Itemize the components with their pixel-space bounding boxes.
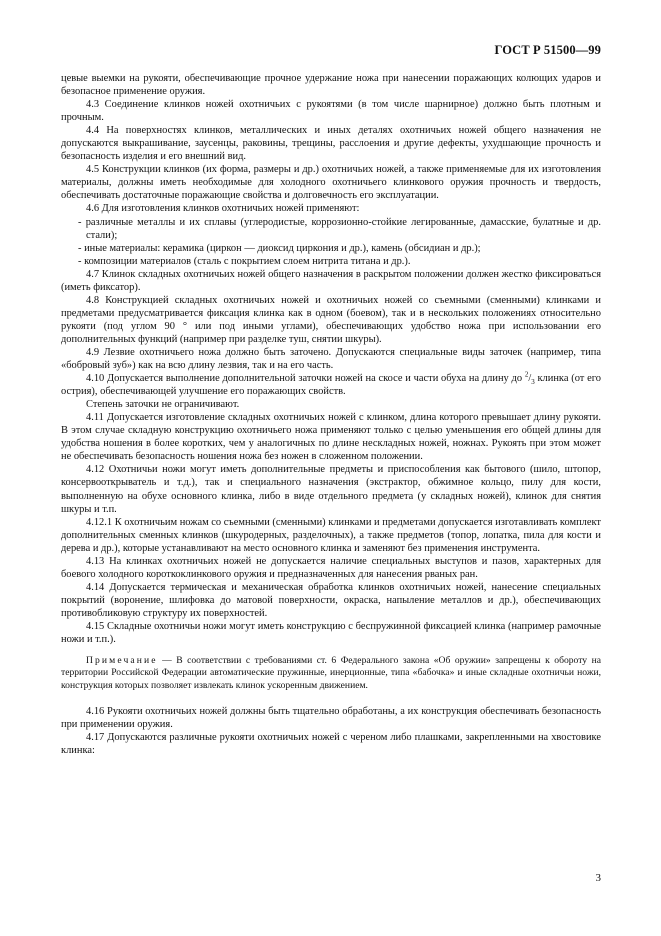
paragraph-4-10: 4.10 Допускается выполнение дополнительной заточки ножей на скосе и части обуха на длину до $^2/_3$ клинка (от его острия), обеспечивающей улучшение его поражающих свойств. bbox=[61, 370, 601, 398]
paragraph-4-10-end: клинка (от его острия), обеспечивающей улучшение его поражающих свойств. bbox=[61, 373, 601, 398]
paragraph-4-15: 4.15 Складные охотничьи ножи могут иметь конструкцию с беспружинной фиксацией клинка (например рамочные ножи и т.п.). bbox=[61, 620, 601, 646]
note-label: Примечание bbox=[86, 655, 158, 667]
paragraph-4-16: 4.16 Рукояти охотничьих ножей должны быть тщательно обработаны, а их конструкция обеспечивать безопасность при применении оружия. bbox=[61, 706, 601, 731]
paragraph-4-5: 4.5 Конструкции клинков (их форма, размеры и др.) охотничьих ножей, а также применяемые для их изготовления материалы, должны иметь необходимые для холодного охотничьего клинкового оружия прочность и твердость, обеспечивать достаточные поражающие свойства и долговечность его эксплуатации. bbox=[61, 164, 601, 202]
paragraph-4-12: 4.12 Охотничьи ножи могут иметь дополнительные предметы и приспособления как бытового (шило, штопор, консервооткрыватель и т.д.), так и специального назначения (экстрактор, обжимное кольцо, пилу для кости, выполненную на обухе основного клинка, либо в виде отдельного предмета (у складных ножей), клинок для снятия шкуры и т.п. bbox=[61, 464, 601, 515]
paragraph-4-8: 4.8 Конструкцией складных охотничьих ножей и охотничьих ножей со съемными (сменными) клинками и предметами предусматривается фиксация клинка как в одном (боевом), так и в нескольких положениях относительно рукояти (под углом 90 ° или под иными углами), обеспечивающих удобство ножа при использовании его дополнительных функций (например при разделке туш, снятии шкуры). bbox=[61, 294, 601, 345]
paragraph-sharpening-degree: Степень заточки не ограничивают. bbox=[86, 399, 240, 411]
paragraph-4-4: 4.4 На поверхностях клинков, металлических и иных деталях охотничьих ножей общего назначения не допускаются выкрашивание, заусенцы, раковины, трещины, расслоения и другие дефекты, ухудшающие прочность и безопасность изделия и его внешний вид. bbox=[61, 125, 601, 163]
fraction-numerator: 2 bbox=[524, 370, 529, 379]
paragraph-4-9: 4.9 Лезвие охотничьего ножа должно быть заточено. Допускаются специальные виды заточек (например, типа «бобровый зуб») как на всю длину лезвия, так и на его часть. bbox=[61, 346, 601, 372]
fraction-denominator: 3 bbox=[531, 378, 535, 387]
paragraph-4-3: 4.3 Соединение клинков ножей охотничьих с рукоятями (в том числе шарнирное) должно быть плотным и прочным. bbox=[61, 99, 601, 124]
list-item: - иные материалы: керамика (циркон — диоксид циркония и др.), камень (обсидиан и др.); bbox=[78, 242, 481, 254]
paragraph-4-6: 4.6 Для изготовления клинков охотничьих ножей применяют: bbox=[86, 203, 360, 215]
list-item: - композиции материалов (сталь с покрытием слоем нитрита титана и др.). bbox=[78, 255, 411, 267]
note bbox=[61, 655, 601, 692]
paragraph-4-10-start: 4.10 Допускается выполнение дополнительной заточки ножей на скосе и части обуха на длину до bbox=[86, 373, 525, 385]
paragraph-4-11: 4.11 Допускается изготовление складных охотничьих ножей с клинком, длина которого превышает длину рукояти. В этом случае складную конструкцию охотничьего ножа применяют только с целью уменьшения его общей длины для удобства ношения в более коротких, чем у аналогичных по длине нескладных ножей, ножнах. Рукоять при этом может не обеспечивать безопасность ношения ножа без ножен в сложенном положении. bbox=[61, 412, 601, 463]
list-item: - различные металлы и их сплавы (углеродистые, коррозионно-стойкие легированные, дамасские, булатные и др. стали); bbox=[78, 216, 601, 241]
standard-header: ГОСТ Р 51500—99 bbox=[494, 43, 601, 57]
paragraph-4-14: 4.14 Допускается термическая и механическая обработка клинков охотничьих ножей, нанесение специальных покрытий (воронение, шлифовка до матовой поверхности, окраска, напыление металлов и др.), обеспечивающих противобликовую структуру их поверхностей. bbox=[61, 581, 601, 619]
paragraph-continuation: цевые выемки на рукояти, обеспечивающие прочное удержание ножа при нанесении поражающих колющих ударов и безопасное применение оружия. bbox=[61, 73, 601, 98]
paragraph-4-17: 4.17 Допускаются различные рукояти охотничьих ножей с череном либо плашками, закрепленными на хвостовике клинка: bbox=[61, 732, 601, 757]
paragraph-4-7: 4.7 Клинок складных охотничьих ножей общего назначения в раскрытом положении должен жестко фиксироваться (иметь фиксатор). bbox=[61, 268, 601, 293]
note-text: — В соответствии с требованиями ст. 6 Федерального закона «Об оружии» запрещены к обороту на территории Российской Федерации автоматические пружинные, инерционные, типа «бабочка» и иные складные охотничьи ножи, конструкция которых позволяет извлекать клинок ускоренным движением. bbox=[61, 655, 601, 691]
paragraph-4-13: 4.13 На клинках охотничьих ножей не допускается наличие специальных выступов и пазов, характерных для боевого холодного короткоклинкового оружия и предназначенных для нанесения рваных ран. bbox=[61, 555, 601, 580]
paragraph-4-12-1: 4.12.1 К охотничьим ножам со съемными (сменными) клинками и предметами допускается изготавливать комплект дополнительных сменных клинков (шкуродерных, разделочных), а также предметов (топор, лопатка, пила для кости и дерева и др.), которые устанавливают на место основного клинка и заменяют без применения инструмента. bbox=[61, 516, 601, 554]
document-body bbox=[61, 72, 601, 757]
page-number: 3 bbox=[595, 872, 601, 884]
